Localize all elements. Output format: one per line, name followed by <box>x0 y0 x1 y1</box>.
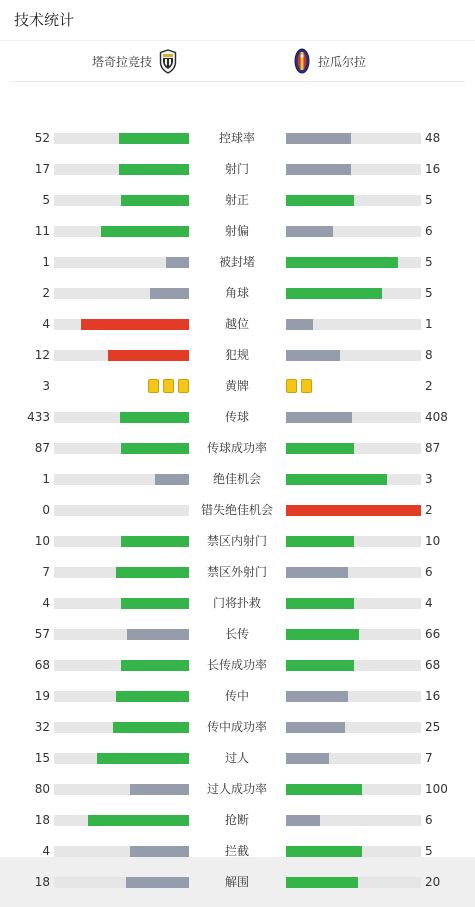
stat-row <box>0 813 475 827</box>
home-stat-bar <box>130 784 189 795</box>
stat-row <box>0 534 475 548</box>
section-title: 技术统计 <box>0 0 475 41</box>
home-stat-value: 87 <box>34 441 50 455</box>
home-team-logo-icon <box>159 49 177 74</box>
away-stat-bar-track <box>286 846 421 857</box>
away-stat-bar-track <box>286 660 421 671</box>
home-stat-bar-track <box>54 319 189 330</box>
home-stat-bar-track <box>54 846 189 857</box>
away-stat-value: 1 <box>425 317 433 331</box>
away-stat-bar-track <box>286 257 421 268</box>
stat-row <box>0 224 475 238</box>
stat-label: 抢断 <box>224 813 249 827</box>
away-stat-bar-track <box>286 753 421 764</box>
home-stat-bar-track <box>54 629 189 640</box>
stat-label: 传中成功率 <box>206 720 267 734</box>
away-stat-bar-track <box>286 164 421 175</box>
stat-label: 犯规 <box>224 348 249 362</box>
home-stat-bar <box>150 288 189 299</box>
home-stat-bar-track <box>54 195 189 206</box>
stat-label: 传球成功率 <box>206 441 267 455</box>
home-stat-value: 3 <box>42 379 50 393</box>
stat-label: 控球率 <box>218 131 255 145</box>
away-stat-value: 5 <box>425 255 433 269</box>
home-stat-bar-track <box>54 226 189 237</box>
away-team[interactable] <box>294 41 366 81</box>
home-stat-bar-track <box>54 350 189 361</box>
away-stat-bar-track <box>286 877 421 888</box>
away-stat-bar <box>286 164 351 175</box>
stat-row <box>0 689 475 703</box>
away-stat-bar <box>286 784 362 795</box>
home-stat-value: 1 <box>42 255 50 269</box>
home-stat-bar <box>126 877 189 888</box>
home-stat-bar <box>127 629 189 640</box>
home-stat-bar <box>116 567 189 578</box>
away-stat-bar-track <box>286 784 421 795</box>
yellow-card-icon <box>178 379 189 393</box>
away-stat-value: 48 <box>425 131 441 145</box>
stat-row <box>0 441 475 455</box>
stat-row <box>0 503 475 517</box>
home-stat-bar <box>121 536 189 547</box>
stat-row <box>0 317 475 331</box>
home-stat-value: 433 <box>27 410 50 424</box>
away-stat-bar <box>286 443 354 454</box>
away-stat-bar <box>286 319 313 330</box>
home-stat-bar <box>121 195 189 206</box>
home-stat-value: 1 <box>42 472 50 486</box>
away-stat-bar <box>286 722 345 733</box>
away-stat-bar <box>286 133 351 144</box>
away-stat-value: 16 <box>425 689 441 703</box>
away-stat-bar <box>286 567 348 578</box>
away-stat-value: 7 <box>425 751 433 765</box>
stat-row <box>0 379 475 393</box>
away-stat-bar <box>286 536 354 547</box>
stat-row <box>0 131 475 145</box>
stat-row <box>0 348 475 362</box>
home-stat-bar-track <box>54 133 189 144</box>
away-stat-value: 6 <box>425 565 433 579</box>
away-stat-bar-track <box>286 815 421 826</box>
home-stat-value: 68 <box>34 658 50 672</box>
home-stat-value: 7 <box>42 565 50 579</box>
stat-label: 长传 <box>224 627 249 641</box>
home-stat-bar-track <box>54 443 189 454</box>
home-stat-value: 57 <box>34 627 50 641</box>
away-stat-bar-track <box>286 598 421 609</box>
home-stat-bar <box>113 722 189 733</box>
home-stat-bar-track <box>54 722 189 733</box>
home-stat-value: 32 <box>34 720 50 734</box>
away-stat-bar <box>286 815 320 826</box>
away-stat-value: 20 <box>425 875 441 889</box>
away-stat-value: 2 <box>425 503 433 517</box>
stat-label: 拦截 <box>224 844 249 858</box>
away-stat-bar <box>286 195 354 206</box>
home-stat-value: 12 <box>34 348 50 362</box>
yellow-card-icon <box>148 379 159 393</box>
stat-label: 禁区内射门 <box>206 534 267 548</box>
stat-row <box>0 410 475 424</box>
home-stat-bar-track <box>54 877 189 888</box>
home-stat-bar-track <box>54 784 189 795</box>
away-stat-bar <box>286 412 352 423</box>
home-stat-value: 11 <box>34 224 50 238</box>
stat-row <box>0 596 475 610</box>
home-stat-value: 10 <box>34 534 50 548</box>
away-stat-bar <box>286 629 359 640</box>
away-stat-value: 5 <box>425 286 433 300</box>
home-stat-value: 18 <box>34 813 50 827</box>
stat-label: 门将扑救 <box>212 596 261 610</box>
away-yellow-cards <box>286 379 312 393</box>
home-stat-bar-track <box>54 257 189 268</box>
home-stat-bar-track <box>54 474 189 485</box>
stat-label: 越位 <box>224 317 249 331</box>
home-stat-value: 2 <box>42 286 50 300</box>
home-stat-bar <box>130 846 189 857</box>
stat-label: 绝佳机会 <box>212 472 261 486</box>
home-stat-value: 18 <box>34 875 50 889</box>
home-stat-bar-track <box>54 536 189 547</box>
away-stat-value: 6 <box>425 224 433 238</box>
stat-row <box>0 286 475 300</box>
home-stat-bar <box>155 474 189 485</box>
home-stat-bar-track <box>54 598 189 609</box>
away-stat-bar <box>286 598 354 609</box>
away-stat-bar-track <box>286 226 421 237</box>
stat-row <box>0 472 475 486</box>
stat-label: 传球 <box>224 410 249 424</box>
home-stat-value: 17 <box>34 162 50 176</box>
home-stat-bar <box>121 443 189 454</box>
home-stat-bar-track <box>54 815 189 826</box>
away-stat-value: 66 <box>425 627 441 641</box>
away-stat-value: 5 <box>425 844 433 858</box>
away-stat-bar-track <box>286 133 421 144</box>
stat-label: 过人成功率 <box>206 782 267 796</box>
away-stat-bar <box>286 753 329 764</box>
away-team-name: 拉瓜尔拉 <box>318 54 367 69</box>
away-stat-bar-track <box>286 629 421 640</box>
away-stat-bar <box>286 350 340 361</box>
stat-row <box>0 627 475 641</box>
stat-label: 射偏 <box>224 224 249 238</box>
home-stat-bar-track <box>54 164 189 175</box>
away-stat-bar-track <box>286 567 421 578</box>
away-stat-bar <box>286 877 358 888</box>
away-stat-bar-track <box>286 443 421 454</box>
home-stat-value: 80 <box>34 782 50 796</box>
home-stat-bar-track <box>54 505 189 516</box>
away-stat-value: 5 <box>425 193 433 207</box>
home-team-name: 塔奇拉竞技 <box>91 54 152 69</box>
stat-row <box>0 844 475 858</box>
home-stat-bar-track <box>54 660 189 671</box>
away-stat-value: 16 <box>425 162 441 176</box>
home-stat-bar <box>119 133 189 144</box>
stat-row <box>0 255 475 269</box>
stat-row <box>0 565 475 579</box>
stat-label: 禁区外射门 <box>206 565 267 579</box>
away-stat-value: 4 <box>425 596 433 610</box>
away-stat-bar <box>286 474 387 485</box>
away-stat-bar-track <box>286 536 421 547</box>
home-stat-bar <box>101 226 189 237</box>
stat-row <box>0 720 475 734</box>
away-stat-bar-track <box>286 195 421 206</box>
stat-label: 长传成功率 <box>206 658 267 672</box>
away-stat-bar-track <box>286 691 421 702</box>
stat-label: 射正 <box>224 193 249 207</box>
away-team-logo-icon <box>294 48 310 74</box>
stat-row <box>0 162 475 176</box>
stat-row <box>0 658 475 672</box>
stat-label: 过人 <box>224 751 249 765</box>
away-stat-value: 408 <box>425 410 448 424</box>
home-stat-bar <box>121 598 189 609</box>
yellow-card-icon <box>163 379 174 393</box>
stat-row <box>0 875 475 889</box>
yellow-card-icon <box>286 379 297 393</box>
stat-label: 射门 <box>224 162 249 176</box>
away-stat-value: 8 <box>425 348 433 362</box>
home-stat-bar <box>108 350 189 361</box>
away-stat-value: 2 <box>425 379 433 393</box>
away-stat-bar <box>286 288 382 299</box>
away-stat-value: 25 <box>425 720 441 734</box>
home-stat-bar-track <box>54 288 189 299</box>
stat-label: 解围 <box>224 875 249 889</box>
home-stat-bar <box>166 257 189 268</box>
away-stat-bar-track <box>286 350 421 361</box>
away-stat-bar-track <box>286 412 421 423</box>
away-stat-bar <box>286 226 333 237</box>
stat-row <box>0 751 475 765</box>
stat-label: 传中 <box>224 689 249 703</box>
home-stat-value: 19 <box>34 689 50 703</box>
away-stat-value: 6 <box>425 813 433 827</box>
home-stat-bar <box>88 815 189 826</box>
home-stat-bar-track <box>54 412 189 423</box>
home-stat-bar-track <box>54 753 189 764</box>
away-stat-value: 87 <box>425 441 441 455</box>
home-team[interactable] <box>92 41 177 81</box>
home-stat-bar <box>119 164 189 175</box>
home-stat-value: 4 <box>42 596 50 610</box>
stat-label: 角球 <box>224 286 249 300</box>
away-stat-bar-track <box>286 722 421 733</box>
away-stat-value: 68 <box>425 658 441 672</box>
home-stat-bar-track <box>54 567 189 578</box>
home-stat-bar <box>116 691 189 702</box>
away-stat-bar <box>286 505 421 516</box>
stat-label: 黄牌 <box>224 379 249 393</box>
teams-header <box>10 41 465 82</box>
stat-row <box>0 782 475 796</box>
away-stat-bar-track <box>286 319 421 330</box>
home-stat-value: 52 <box>34 131 50 145</box>
away-stat-bar-track <box>286 288 421 299</box>
away-stat-bar <box>286 660 354 671</box>
home-yellow-cards <box>148 379 189 393</box>
home-stat-value: 0 <box>42 503 50 517</box>
away-stat-value: 10 <box>425 534 441 548</box>
home-stat-value: 5 <box>42 193 50 207</box>
away-stat-bar <box>286 257 398 268</box>
home-stat-bar <box>121 660 189 671</box>
stat-label: 被封堵 <box>218 255 255 269</box>
home-stat-bar <box>97 753 189 764</box>
home-stat-bar-track <box>54 691 189 702</box>
home-stat-value: 4 <box>42 844 50 858</box>
home-stat-value: 4 <box>42 317 50 331</box>
stat-row <box>0 193 475 207</box>
stat-label: 错失绝佳机会 <box>200 503 273 517</box>
yellow-card-icon <box>301 379 312 393</box>
home-stat-value: 15 <box>34 751 50 765</box>
away-stat-value: 3 <box>425 472 433 486</box>
away-stat-bar <box>286 846 362 857</box>
away-stat-bar-track <box>286 505 421 516</box>
away-stat-bar <box>286 691 348 702</box>
home-stat-bar <box>81 319 189 330</box>
away-stat-value: 100 <box>425 782 448 796</box>
away-stat-bar-track <box>286 474 421 485</box>
home-stat-bar <box>120 412 189 423</box>
